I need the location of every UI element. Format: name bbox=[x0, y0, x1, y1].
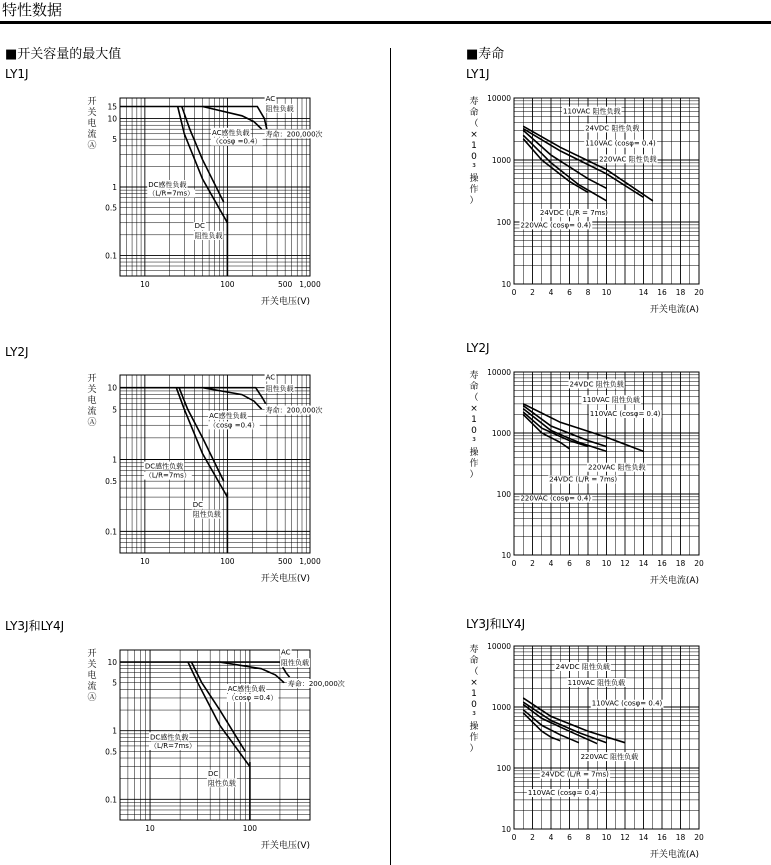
x-tick-label: 4 bbox=[548, 288, 554, 297]
annotation-label: 阻性负载 bbox=[265, 384, 294, 393]
chart-cap3 bbox=[80, 640, 345, 862]
y-tick-label: 1 bbox=[112, 455, 117, 465]
annotation-label: 110VAC (cosφ= 0.4) bbox=[591, 699, 663, 708]
x-tick-label: 20 bbox=[694, 833, 704, 842]
y-axis-title-char: 1 bbox=[471, 689, 477, 699]
y-tick-label: 0.5 bbox=[105, 203, 117, 213]
y-axis-title-char: 0 bbox=[471, 152, 477, 162]
x-tick-label: 0 bbox=[511, 288, 517, 297]
x-tick-label: 10 bbox=[140, 557, 150, 566]
annotation-label: （L/R=7ms） bbox=[148, 189, 195, 198]
y-tick-label: 5 bbox=[112, 678, 117, 688]
x-tick-label: 10 bbox=[145, 824, 155, 833]
x-tick-label: 4 bbox=[548, 559, 554, 568]
chart-label-cap2: LY2J bbox=[5, 345, 29, 359]
x-tick-label: 20 bbox=[694, 559, 704, 568]
y-tick-label: 10000 bbox=[487, 368, 511, 377]
x-tick-label: 18 bbox=[675, 559, 686, 568]
annotation-label: 24VDC (L/R = 7ms) bbox=[540, 770, 609, 779]
x-tick-label: 18 bbox=[675, 833, 686, 842]
y-axis-title-char: 作 bbox=[469, 459, 479, 469]
x-tick-label: 14 bbox=[638, 288, 649, 297]
annotation-label: 110VAC (cosφ= 0.4) bbox=[527, 789, 599, 798]
y-tick-label: 0.5 bbox=[105, 477, 117, 487]
y-axis-title-char: 开 bbox=[87, 649, 97, 659]
y-tick-label: 5 bbox=[112, 135, 117, 145]
annotation-label: 24VDC (L/R = 7ms) bbox=[549, 475, 618, 484]
annotation-label: DC感性负载 bbox=[150, 733, 189, 742]
x-axis-title: 开关电流(A) bbox=[649, 576, 699, 586]
series-line bbox=[176, 388, 227, 497]
y-tick-label: 0.1 bbox=[105, 527, 117, 537]
title-rule bbox=[0, 21, 771, 24]
annotation-label: （cosφ =0.4） bbox=[209, 421, 259, 430]
annotation-label: 110VAC 阻性负载 bbox=[563, 107, 621, 116]
y-tick-label: 0.1 bbox=[105, 795, 117, 805]
y-axis-title-char: 命 bbox=[469, 382, 479, 392]
annotation-label: AC感性负载 bbox=[211, 128, 250, 137]
x-axis-title: 开关电压(V) bbox=[260, 574, 310, 584]
y-tick-label: 100 bbox=[496, 764, 511, 773]
chart-cap2 bbox=[80, 365, 323, 595]
annotation-label: AC bbox=[265, 373, 276, 382]
x-tick-label: 16 bbox=[657, 559, 667, 568]
y-axis-title-char: 0 bbox=[471, 700, 477, 710]
y-tick-label: 1000 bbox=[491, 703, 511, 712]
y-axis-title-char: Ⓐ bbox=[87, 418, 97, 428]
y-tick-label: 10 bbox=[501, 825, 511, 834]
annotation-label: 24VDC 阻性负载 bbox=[585, 124, 640, 133]
x-tick-label: 1,000 bbox=[299, 557, 321, 566]
x-tick-label: 12 bbox=[620, 559, 630, 568]
annotation-label: 220VAC 阻性负载 bbox=[599, 155, 657, 164]
annotation-label: 阻性负载 bbox=[281, 659, 310, 668]
y-axis-title-char: 0 bbox=[471, 426, 477, 436]
y-tick-label: 1 bbox=[112, 183, 117, 192]
annotation-label: AC bbox=[265, 95, 276, 104]
y-axis-title-char: 流 bbox=[87, 130, 97, 140]
y-axis-title-char: ） bbox=[469, 744, 479, 754]
annotation-label: AC bbox=[281, 648, 291, 657]
annotation-label: DC感性负载 bbox=[148, 181, 187, 189]
y-axis-title-char: 寿 bbox=[469, 645, 479, 655]
column-divider bbox=[390, 48, 391, 865]
x-tick-label: 100 bbox=[220, 280, 235, 289]
annotation-label: 110VAC (cosφ= 0.4) bbox=[585, 139, 656, 148]
series-line bbox=[523, 415, 569, 449]
x-tick-label: 0 bbox=[511, 833, 517, 842]
y-axis-title-char: Ⓐ bbox=[87, 693, 97, 703]
annotation-label: 寿命：200,000次 bbox=[287, 679, 345, 688]
y-tick-label: 10000 bbox=[487, 94, 511, 103]
x-tick-label: 500 bbox=[277, 280, 293, 289]
x-tick-label: 2 bbox=[530, 833, 535, 842]
annotation-label: 220VAC 阻性负载 bbox=[588, 463, 646, 472]
annotation-label: 110VAC 阻性负载 bbox=[567, 678, 626, 687]
y-tick-label: 5 bbox=[112, 405, 117, 415]
y-axis-title-char: 1 bbox=[471, 415, 477, 425]
y-axis-title-char: （ bbox=[469, 393, 479, 403]
y-axis-title-char: ） bbox=[469, 196, 479, 206]
y-tick-label: 15 bbox=[107, 102, 117, 112]
y-axis-title-char: ³ bbox=[472, 437, 476, 447]
annotation-label: （cosφ =0.4） bbox=[227, 694, 278, 703]
annotation-label: 110VAC (cosφ= 0.4) bbox=[589, 409, 661, 418]
annotation-label: 220VAC 阻性负载 bbox=[580, 753, 639, 762]
annotation-label: DC bbox=[194, 222, 205, 231]
x-tick-label: 6 bbox=[567, 833, 572, 842]
series-line bbox=[188, 662, 250, 767]
annotation-label: 寿命：200,000次 bbox=[265, 406, 323, 415]
y-tick-label: 1000 bbox=[491, 429, 511, 438]
annotation-label: 24VDC 阻性负载 bbox=[555, 662, 610, 671]
y-axis-title-char: 流 bbox=[87, 407, 97, 417]
x-tick-label: 10 bbox=[601, 288, 612, 297]
x-tick-label: 4 bbox=[548, 833, 554, 842]
y-tick-label: 100 bbox=[496, 218, 511, 227]
annotation-label: 110VAC 阻性负载 bbox=[582, 396, 640, 405]
x-tick-label: 0 bbox=[511, 559, 517, 568]
y-tick-label: 10 bbox=[107, 383, 117, 393]
x-tick-label: 16 bbox=[657, 288, 667, 297]
x-tick-label: 8 bbox=[585, 288, 591, 297]
y-axis-title-char: 命 bbox=[469, 108, 479, 118]
y-tick-label: 1 bbox=[112, 726, 117, 736]
y-tick-label: 10 bbox=[501, 551, 511, 560]
y-axis-title-char: Ⓐ bbox=[87, 141, 97, 151]
y-tick-label: 1000 bbox=[491, 156, 511, 165]
annotation-label: 阻性负载 bbox=[207, 779, 236, 788]
y-axis-title-char: 关 bbox=[87, 108, 97, 118]
series-line bbox=[192, 662, 246, 751]
x-tick-label: 6 bbox=[567, 288, 572, 297]
y-axis-title-char: ） bbox=[469, 470, 479, 480]
y-tick-label: 10 bbox=[501, 280, 511, 289]
annotation-label: DC bbox=[207, 769, 219, 778]
left-section-heading: ■开关容量的最大值 bbox=[5, 47, 122, 62]
y-tick-label: 0.1 bbox=[105, 251, 117, 261]
annotation-label: DC bbox=[192, 500, 204, 509]
y-axis-title-char: 电 bbox=[87, 671, 97, 681]
chart-label-life1: LY1J bbox=[466, 67, 490, 81]
y-axis-title-char: 操 bbox=[469, 448, 479, 458]
right-section-heading: ■寿命 bbox=[466, 47, 505, 62]
series-line bbox=[203, 107, 262, 130]
y-tick-label: 10000 bbox=[487, 642, 511, 651]
y-axis-title-char: 操 bbox=[469, 722, 479, 732]
x-axis-title: 开关电流(A) bbox=[649, 305, 699, 315]
y-axis-title-char: 命 bbox=[469, 656, 479, 666]
x-tick-label: 14 bbox=[638, 559, 649, 568]
annotation-label: 阻性负载 bbox=[192, 510, 221, 519]
y-tick-label: 10 bbox=[107, 114, 117, 124]
annotation-label: 寿命：200,000次 bbox=[265, 130, 323, 139]
chart-life1 bbox=[462, 88, 712, 314]
annotation-label: 阻性负载 bbox=[265, 104, 294, 113]
annotation-label: DC感性负载 bbox=[144, 462, 184, 471]
annotation-label: （L/R=7ms） bbox=[144, 471, 191, 480]
chart-label-cap3: LY3J和LY4J bbox=[5, 619, 65, 633]
grid bbox=[120, 650, 310, 820]
x-tick-label: 18 bbox=[675, 288, 686, 297]
y-axis-title-char: 寿 bbox=[469, 371, 479, 381]
x-tick-label: 10 bbox=[140, 280, 150, 289]
x-axis-title: 开关电压(V) bbox=[260, 297, 310, 307]
x-tick-label: 20 bbox=[694, 288, 704, 297]
x-tick-label: 1,000 bbox=[299, 280, 321, 289]
y-axis-title-char: × bbox=[470, 130, 478, 140]
annotation-label: 24VDC (L/R = 7ms) bbox=[539, 208, 608, 217]
y-axis-title-char: 电 bbox=[87, 396, 97, 406]
y-axis-title-char: 作 bbox=[469, 185, 479, 195]
y-axis-title-char: 开 bbox=[87, 97, 97, 107]
x-tick-label: 10 bbox=[601, 833, 612, 842]
x-tick-label: 2 bbox=[530, 288, 535, 297]
y-axis-title-char: 操 bbox=[469, 174, 479, 184]
annotation-label: （L/R=7ms） bbox=[150, 741, 196, 750]
x-tick-label: 16 bbox=[657, 833, 667, 842]
x-tick-label: 8 bbox=[585, 833, 591, 842]
y-axis-title-char: 电 bbox=[87, 119, 97, 129]
chart-label-life2: LY2J bbox=[466, 341, 490, 355]
y-axis-title-char: （ bbox=[469, 119, 479, 129]
x-axis-title: 开关电压(V) bbox=[260, 841, 310, 851]
y-axis-title-char: × bbox=[470, 678, 478, 688]
x-tick-label: 100 bbox=[242, 824, 258, 833]
y-axis-title-char: 流 bbox=[87, 682, 97, 692]
annotation-label: AC感性负载 bbox=[209, 411, 247, 420]
y-axis-title-char: 1 bbox=[471, 141, 477, 151]
x-tick-label: 14 bbox=[638, 833, 649, 842]
y-axis-title-char: 寿 bbox=[469, 97, 479, 107]
y-tick-label: 10 bbox=[107, 658, 117, 668]
chart-cap1 bbox=[80, 88, 323, 320]
y-axis-title-char: 关 bbox=[87, 660, 97, 670]
annotation-label: 220VAC (cosφ= 0.4) bbox=[520, 221, 592, 230]
y-tick-label: 100 bbox=[496, 490, 511, 499]
x-tick-label: 10 bbox=[601, 559, 612, 568]
y-axis-title-char: （ bbox=[469, 667, 479, 677]
x-axis-title: 开关电流(A) bbox=[649, 850, 699, 860]
annotation-label: AC感性负载 bbox=[227, 684, 266, 693]
x-tick-label: 6 bbox=[567, 559, 572, 568]
chart-life2 bbox=[462, 362, 712, 588]
page-title: 特性数据 bbox=[2, 1, 63, 19]
y-axis-title-char: × bbox=[470, 404, 478, 414]
annotation-label: 220VAC (cosφ= 0.4) bbox=[520, 494, 592, 503]
y-axis-title-char: ³ bbox=[472, 163, 476, 173]
y-axis-title-char: 开 bbox=[87, 374, 97, 384]
plot-frame bbox=[120, 650, 310, 820]
y-axis-title-char: 关 bbox=[87, 385, 97, 395]
x-tick-label: 12 bbox=[620, 833, 630, 842]
chart-label-life3: LY3J和LY4J bbox=[466, 617, 526, 631]
y-axis-title-char: ³ bbox=[472, 711, 476, 721]
annotation-label: 24VDC 阻性负载 bbox=[569, 380, 624, 389]
series-line bbox=[179, 388, 224, 481]
chart-label-cap1: LY1J bbox=[5, 67, 29, 81]
annotation-label: 阻性负载 bbox=[194, 231, 223, 240]
x-tick-label: 2 bbox=[530, 559, 535, 568]
y-axis-title-char: 作 bbox=[469, 733, 479, 743]
chart-life3 bbox=[462, 636, 712, 862]
y-tick-label: 0.5 bbox=[105, 747, 117, 757]
annotation-label: （cosφ =0.4） bbox=[211, 137, 262, 146]
x-tick-label: 8 bbox=[585, 559, 591, 568]
x-tick-label: 500 bbox=[277, 557, 293, 566]
x-tick-label: 100 bbox=[220, 557, 235, 566]
